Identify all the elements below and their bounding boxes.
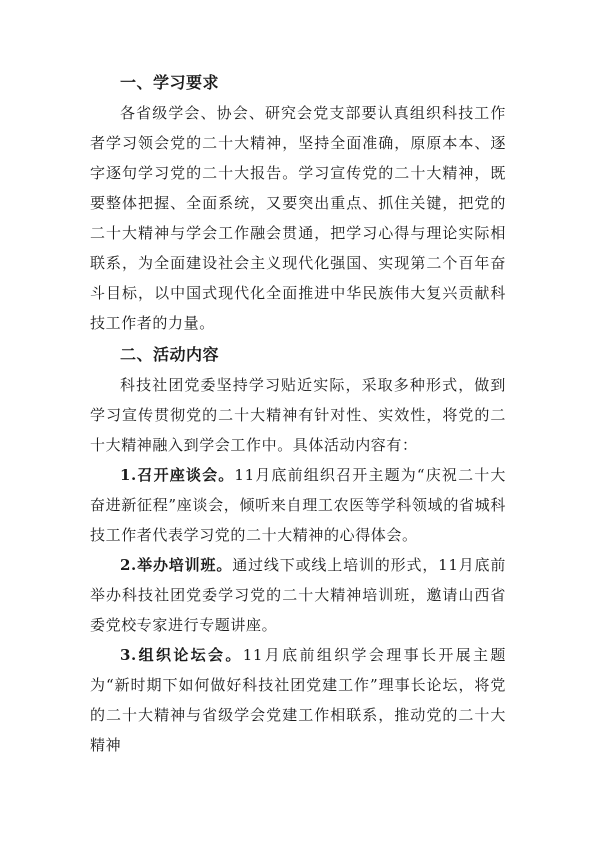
list-item-forum [90, 640, 506, 760]
list-item-lead: 3.组织论坛会。 [120, 646, 243, 664]
list-item-text: 通过线下或线上培训的形式，11月底前举办科技社团党委学习党的二十大精神培训班，邀请山西省委党校专家进行专题讲座。 [90, 556, 506, 634]
section-heading-activity-content: 二、活动内容 [120, 345, 220, 364]
document-body [90, 68, 506, 760]
list-item-lead: 1.召开座谈会。 [120, 466, 235, 484]
list-item-lead: 2.举办培训班。 [120, 556, 233, 574]
list-item-training [90, 550, 506, 640]
list-item-text: 11月底前组织召开主题为“庆祝二十大奋进新征程”座谈会，倾听来自理工农医等学科领域的省城科技工作者代表学习党的二十大精神的心得体会。 [90, 466, 507, 544]
paragraph-study-requirements: 各省级学会、协会、研究会党支部要认真组织科技工作者学习领会党的二十大精神，坚持全面准确，原原本本、逐字逐句学习党的二十大报告。学习宣传党的二十大精神，既要整体把握、全面系统，又要突出重点、抓住关键，把党的二十大精神与学会工作融会贯通，把学习心得与理论实际相联系，为全面建设社会主义现代化强国、实现第二个百年奋斗目标，以中国式现代化全面推进中华民族伟大复兴贡献科技工作者的力量。 [90, 104, 506, 332]
list-item-symposium [90, 460, 506, 550]
section-heading-study-requirements: 一、学习要求 [120, 73, 220, 92]
paragraph-activity-intro: 科技社团党委坚持学习贴近实际，采取多种形式，做到学习宣传贯彻党的二十大精神有针对性、实效性，将党的二十大精神融入到学会工作中。具体活动内容有： [90, 376, 506, 454]
list-item-text: 11月底前组织学会理事长开展主题为“新时期下如何做好科技社团党建工作”理事长论坛，将党的二十大精神与省级学会党建工作相联系，推动党的二十大精神 [90, 646, 506, 754]
